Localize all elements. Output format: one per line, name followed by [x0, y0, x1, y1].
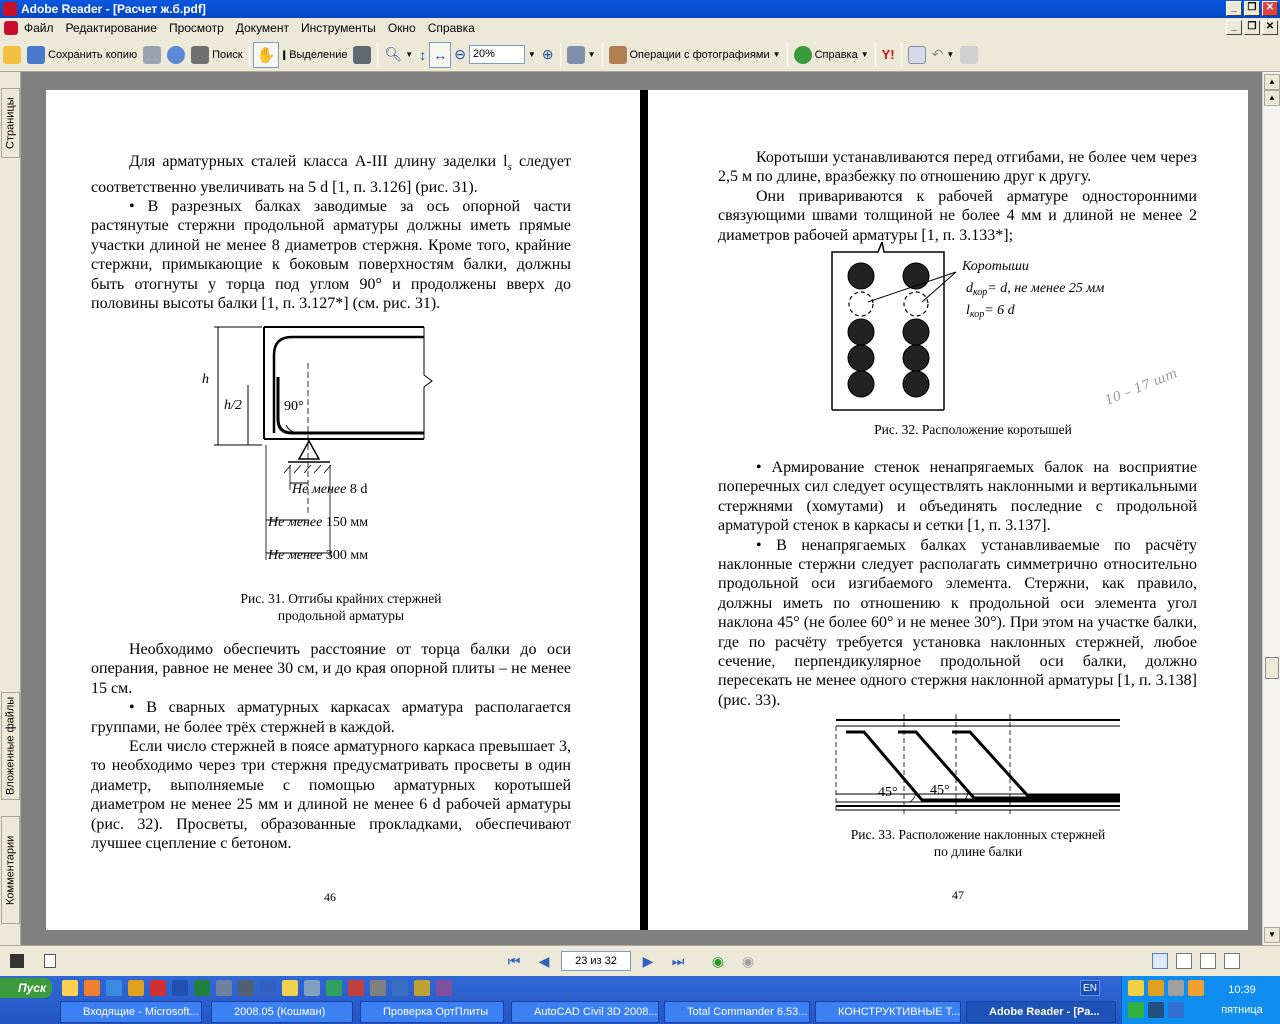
quicklaunch-icon[interactable]: [348, 980, 364, 996]
toolbar-separator: [901, 43, 902, 67]
navigation-bar: [0, 945, 1280, 976]
toolbar-separator: [602, 43, 603, 67]
start-button[interactable]: Пуск: [0, 978, 52, 998]
select-tool-button[interactable]: [279, 42, 350, 68]
spellcheck-icon: [908, 46, 926, 64]
photo-ops-button[interactable]: [606, 42, 784, 68]
quicklaunch-icon[interactable]: [128, 980, 144, 996]
page-divider: [640, 90, 648, 930]
page-number-47: 47: [952, 888, 964, 902]
handwritten-note: 10 – 17 шт: [1102, 366, 1180, 409]
scroll-up-page-button[interactable]: ▲: [1264, 90, 1280, 106]
menu-edit[interactable]: Редактирование: [65, 21, 157, 35]
p47-para-2: Они привариваются к рабочей арматуре односторонними связующими швами толщиной не более 4 мм и длиной не менее 2 диаметров рабочей арматуры [1, п. 3.133*];: [718, 187, 1197, 244]
menu-help[interactable]: Справка: [427, 21, 475, 35]
minimize-button[interactable]: _: [1226, 1, 1242, 16]
adobe-reader-icon: [3, 2, 17, 16]
binoculars-icon: [191, 46, 209, 64]
tray-icon[interactable]: [1168, 980, 1184, 996]
fig31-caption-line1: Рис. 31. Отгибы крайних стержней: [240, 591, 442, 606]
folder-icon: [3, 46, 21, 64]
task-autocad[interactable]: AutoCAD Civil 3D 2008...: [511, 1001, 659, 1023]
p46-text-top: [91, 152, 571, 313]
page-47: [648, 90, 1248, 930]
quicklaunch-icon[interactable]: [216, 980, 232, 996]
tray-icon[interactable]: [1168, 1002, 1184, 1018]
chevron-down-icon: ▼: [772, 50, 781, 59]
fig33-drawing: [828, 710, 1138, 830]
first-page-button[interactable]: ⏮: [507, 953, 521, 969]
prev-page-button[interactable]: ◀: [538, 953, 550, 969]
menu-bar: [0, 18, 1280, 38]
p47-para-1: Коротыши устанавливаются перед отгибами, не более чем через 2,5 м по длине, вразбежку по отношению друг к другу.: [718, 149, 1197, 186]
search-button[interactable]: [188, 42, 245, 68]
menu-view[interactable]: Просмотр: [168, 21, 224, 35]
system-tray: [1121, 976, 1280, 1024]
fig31-h2-label: h/2: [224, 398, 242, 413]
pages-icon: [960, 46, 978, 64]
minus-circle-icon: ⊖: [454, 46, 466, 62]
hand-tool-button[interactable]: [253, 42, 280, 68]
quicklaunch-icon[interactable]: [326, 980, 342, 996]
snapshot-button[interactable]: [350, 42, 374, 68]
p46-para-4: • В сварных арматурных каркасах арматура располагается группами, не более трёх стержней в каждой.: [91, 699, 571, 736]
save-copy-button[interactable]: [24, 42, 140, 68]
layout-icon[interactable]: [10, 954, 24, 968]
navigation-pane: [0, 72, 21, 945]
fig31-caption-line2: продольной арматуры: [277, 608, 405, 623]
menu-window[interactable]: Окно: [387, 21, 416, 35]
continuous-facing-icon[interactable]: [1224, 953, 1240, 969]
page-icon[interactable]: [44, 954, 56, 968]
page-46: [46, 90, 640, 930]
page-number-input[interactable]: 23 из 32: [561, 951, 631, 971]
document-area[interactable]: [21, 72, 1262, 945]
tray-icon[interactable]: [1148, 980, 1164, 996]
rotate-icon: [567, 46, 585, 64]
chevron-down-icon: ▼: [405, 50, 414, 59]
photo-ops-label: Операции с фотографиями: [629, 48, 770, 61]
undo-button[interactable]: [929, 42, 958, 68]
spellcheck-button[interactable]: [905, 42, 929, 68]
email-button[interactable]: [164, 42, 188, 68]
p46-text-bottom: [91, 640, 571, 853]
zoom-in-button[interactable]: [539, 42, 557, 68]
last-page-button[interactable]: ⏭: [671, 953, 685, 969]
title-bar: [0, 0, 1280, 18]
printer-icon: [143, 46, 161, 64]
email-icon: [167, 46, 185, 64]
window-title: Adobe Reader - [Расчет ж.б.pdf]: [21, 2, 206, 16]
undo-icon: ↶: [931, 46, 944, 62]
print-button[interactable]: [140, 42, 164, 68]
word-icon[interactable]: [172, 980, 188, 996]
quicklaunch-icon[interactable]: [260, 980, 276, 996]
doc-minimize-button[interactable]: _: [1226, 20, 1242, 35]
yahoo-logo-icon: Y!: [881, 47, 895, 62]
camera-icon: [353, 46, 371, 64]
fig31-caption: [176, 590, 506, 624]
search-label: Поиск: [212, 48, 243, 61]
ie-icon[interactable]: [106, 980, 122, 996]
p47-text-bottom: [718, 458, 1197, 710]
single-page-icon[interactable]: [1152, 953, 1168, 969]
tray-icon[interactable]: [1128, 1002, 1144, 1018]
zoom-tool-button[interactable]: [381, 42, 416, 68]
excel-icon[interactable]: [194, 980, 210, 996]
tray-icon[interactable]: [1128, 980, 1144, 996]
open-button[interactable]: [0, 42, 24, 68]
zoom-dropdown[interactable]: [525, 42, 539, 68]
chevron-down-icon: ▼: [587, 50, 596, 59]
quicklaunch-icon[interactable]: [282, 980, 298, 996]
menu-file[interactable]: Файл: [24, 21, 54, 35]
p47-text-top: [718, 148, 1197, 245]
plus-circle-icon: ⊕: [541, 46, 554, 62]
scroll-down-button[interactable]: ▼: [1264, 927, 1280, 943]
fit-width-icon: ↔: [433, 46, 448, 63]
fit-width-button[interactable]: [429, 42, 451, 68]
clock-time[interactable]: 10:39: [1228, 984, 1256, 996]
continuous-icon[interactable]: [1176, 953, 1192, 969]
fig31-h-label: h: [202, 372, 209, 387]
fig32-l-formula: $l_{кор}= 6$ d: [966, 303, 1015, 320]
p47-para-4: • В ненапрягаемых балках устанавливаемые по расчёту наклонные стержни следует располагать симметрично относительно продольной оси изгибаемого элемента. Стержни, как правило, должны иметь по отношению к продольной оси элемента угол наклона 45° (не более 60° и не менее 30°). При этом на участке балки, где по расчёту требуется установка наклонных стержней, любое сечение, перпендикулярное продольной оси балки, должно пересекать не менее одного стержня наклонной арматуры [1, п. 3.138] (рис. 33).: [718, 536, 1197, 709]
fit-height-icon: ↕: [419, 46, 427, 63]
p46-para-3: Необходимо обеспечить расстояние от торца балки до оси операния, равное не менее 30 см, и до края опорной плиты – не менее 15 см.: [91, 641, 571, 697]
fig31-dim-300: Не менее 300 мм: [268, 548, 369, 563]
quicklaunch-icon[interactable]: [84, 980, 100, 996]
magnifier-icon: 🔍︎: [384, 46, 403, 62]
quicklaunch-icon[interactable]: [436, 980, 452, 996]
scroll-up-button[interactable]: ▲: [1264, 74, 1280, 90]
fig31-angle-label: 90°: [284, 399, 304, 414]
doc-restore-button[interactable]: ❐: [1244, 20, 1260, 35]
toolbar-separator: [875, 43, 876, 67]
clock-day: пятница: [1221, 1004, 1263, 1016]
quicklaunch-icon[interactable]: [62, 980, 78, 996]
restore-button[interactable]: ❐: [1244, 1, 1260, 16]
zoom-input[interactable]: 20%: [469, 45, 525, 64]
fig33-caption-line2: по длине балки: [933, 844, 1023, 859]
close-button[interactable]: ✕: [1262, 1, 1278, 16]
chevron-down-icon: ▼: [527, 50, 536, 59]
text-cursor-icon: I: [282, 46, 287, 63]
task-total-commander[interactable]: Total Commander 6.53...: [664, 1001, 810, 1023]
task-excel-koshman[interactable]: 2008.05 (Кошман): [211, 1001, 353, 1023]
p46-para-2: • В разрезных балках заводимые за ось опорной части растянутые стержни продольной арматуры должны иметь прямые участки длиной не менее 8 диаметров стержня. Кроме того, крайние стержни, примыкающие к боковым поверхностям балки, должны быть отогнуты у торца под углом 90° и продолжены вверх до половины высоты балки [1, п. 3.127*] (см. рис. 31).: [91, 198, 571, 313]
fig32-d-formula: $d_{кор}= d$, не менее 25 мм: [966, 281, 1105, 298]
toolbar-separator: [249, 43, 250, 67]
fig31-dim-8d: Не менее 8 d: [292, 482, 368, 497]
quicklaunch-icon[interactable]: [392, 980, 408, 996]
help-button[interactable]: [791, 42, 872, 68]
hand-icon: ✋: [256, 46, 276, 64]
fig32-label: Коротыши: [962, 259, 1029, 274]
fig33-angle-2: 45°: [930, 783, 950, 798]
scroll-thumb[interactable]: [1265, 657, 1279, 679]
help-label: Справка: [814, 48, 858, 61]
task-adobe-reader[interactable]: Adobe Reader - [Ра...: [966, 1001, 1116, 1023]
quicklaunch-icon[interactable]: [304, 980, 320, 996]
p47-para-3: • Армирование стенок ненапрягаемых балок на восприятие поперечных сил следует осуществлять наклонными и вертикальными стержнями (хомутами) и объединять последние с продольной арматурой стенок в каркасы и сетки [1, п. 3.137].: [718, 459, 1197, 535]
fig32-caption: Рис. 32. Расположение коротышей: [874, 422, 1072, 437]
task-outlook[interactable]: Входящие - Microsoft...: [60, 1001, 202, 1023]
floppy-icon: [27, 46, 45, 64]
language-indicator[interactable]: EN: [1080, 980, 1100, 996]
quicklaunch-icon[interactable]: [414, 980, 430, 996]
select-label: Выделение: [289, 48, 348, 61]
forward-button[interactable]: ◉: [741, 953, 755, 969]
fig33-caption-line1: Рис. 33. Расположение наклонных стержней: [850, 827, 1106, 842]
tray-icon[interactable]: [1148, 1002, 1164, 1018]
tab-pages[interactable]: Страницы: [1, 88, 20, 158]
help-icon: [794, 46, 812, 64]
toolbar-separator: [377, 43, 378, 67]
quicklaunch-icon[interactable]: [238, 980, 254, 996]
zoom-out-button[interactable]: [451, 42, 469, 68]
toolbar: [0, 38, 1280, 72]
tab-attachments[interactable]: Вложенные файлы: [1, 692, 20, 800]
page-number-46: 46: [324, 890, 336, 904]
task-word[interactable]: КОНСТРУКТИВНЫЕ Т...: [815, 1001, 961, 1023]
p46-para-5: Если число стержней в поясе арматурного каркаса превышает 3, то необходимо через три стержня предусматривать просветы в один диаметр, выполняемые с помощью арматурных коротышей диаметром не менее 25 мм и длиной не менее 6 d рабочей арматуры (рис. 32). Просветы, образованные прокладками, обеспечивают лучшее сцепление с бетоном.: [91, 738, 571, 853]
document-icon[interactable]: [4, 21, 18, 35]
yahoo-button[interactable]: [879, 42, 898, 68]
p46-para-1: Для арматурных сталей класса А-III длину заделки $l_s$ следует соответственно увеличивать на 5 d [1, п. 3.126] (рис. 31).: [91, 153, 572, 196]
fit-height-button[interactable]: [416, 42, 429, 68]
fig33-angle-1: 45°: [878, 785, 898, 800]
fig31-drawing: [196, 315, 486, 575]
rotate-button[interactable]: [564, 42, 599, 68]
facing-icon[interactable]: [1200, 953, 1216, 969]
task-proverka[interactable]: Проверка ОртПлиты: [360, 1001, 504, 1023]
office-icon[interactable]: [150, 980, 166, 996]
chevron-down-icon: ▼: [946, 50, 955, 59]
save-copy-label: Сохранить копию: [48, 48, 138, 61]
toolbar-separator: [787, 43, 788, 67]
tray-icon[interactable]: [1188, 980, 1204, 996]
fig33-caption: [818, 826, 1138, 860]
photo-icon: [609, 46, 627, 64]
chevron-down-icon: ▼: [860, 50, 869, 59]
tab-comments[interactable]: Комментарии: [1, 816, 20, 924]
vertical-scrollbar[interactable]: [1262, 72, 1280, 945]
fig31-dim-150: Не менее 150 мм: [268, 515, 369, 530]
toolbar-separator: [560, 43, 561, 67]
quicklaunch-icon[interactable]: [370, 980, 386, 996]
menu-document[interactable]: Документ: [235, 21, 289, 35]
next-page-button[interactable]: ▶: [642, 953, 654, 969]
pages-button[interactable]: [957, 42, 981, 68]
taskbar: [0, 976, 1280, 1024]
back-button[interactable]: ◉: [711, 953, 725, 969]
menu-tools[interactable]: Инструменты: [300, 21, 376, 35]
doc-close-button[interactable]: ✕: [1262, 20, 1278, 35]
